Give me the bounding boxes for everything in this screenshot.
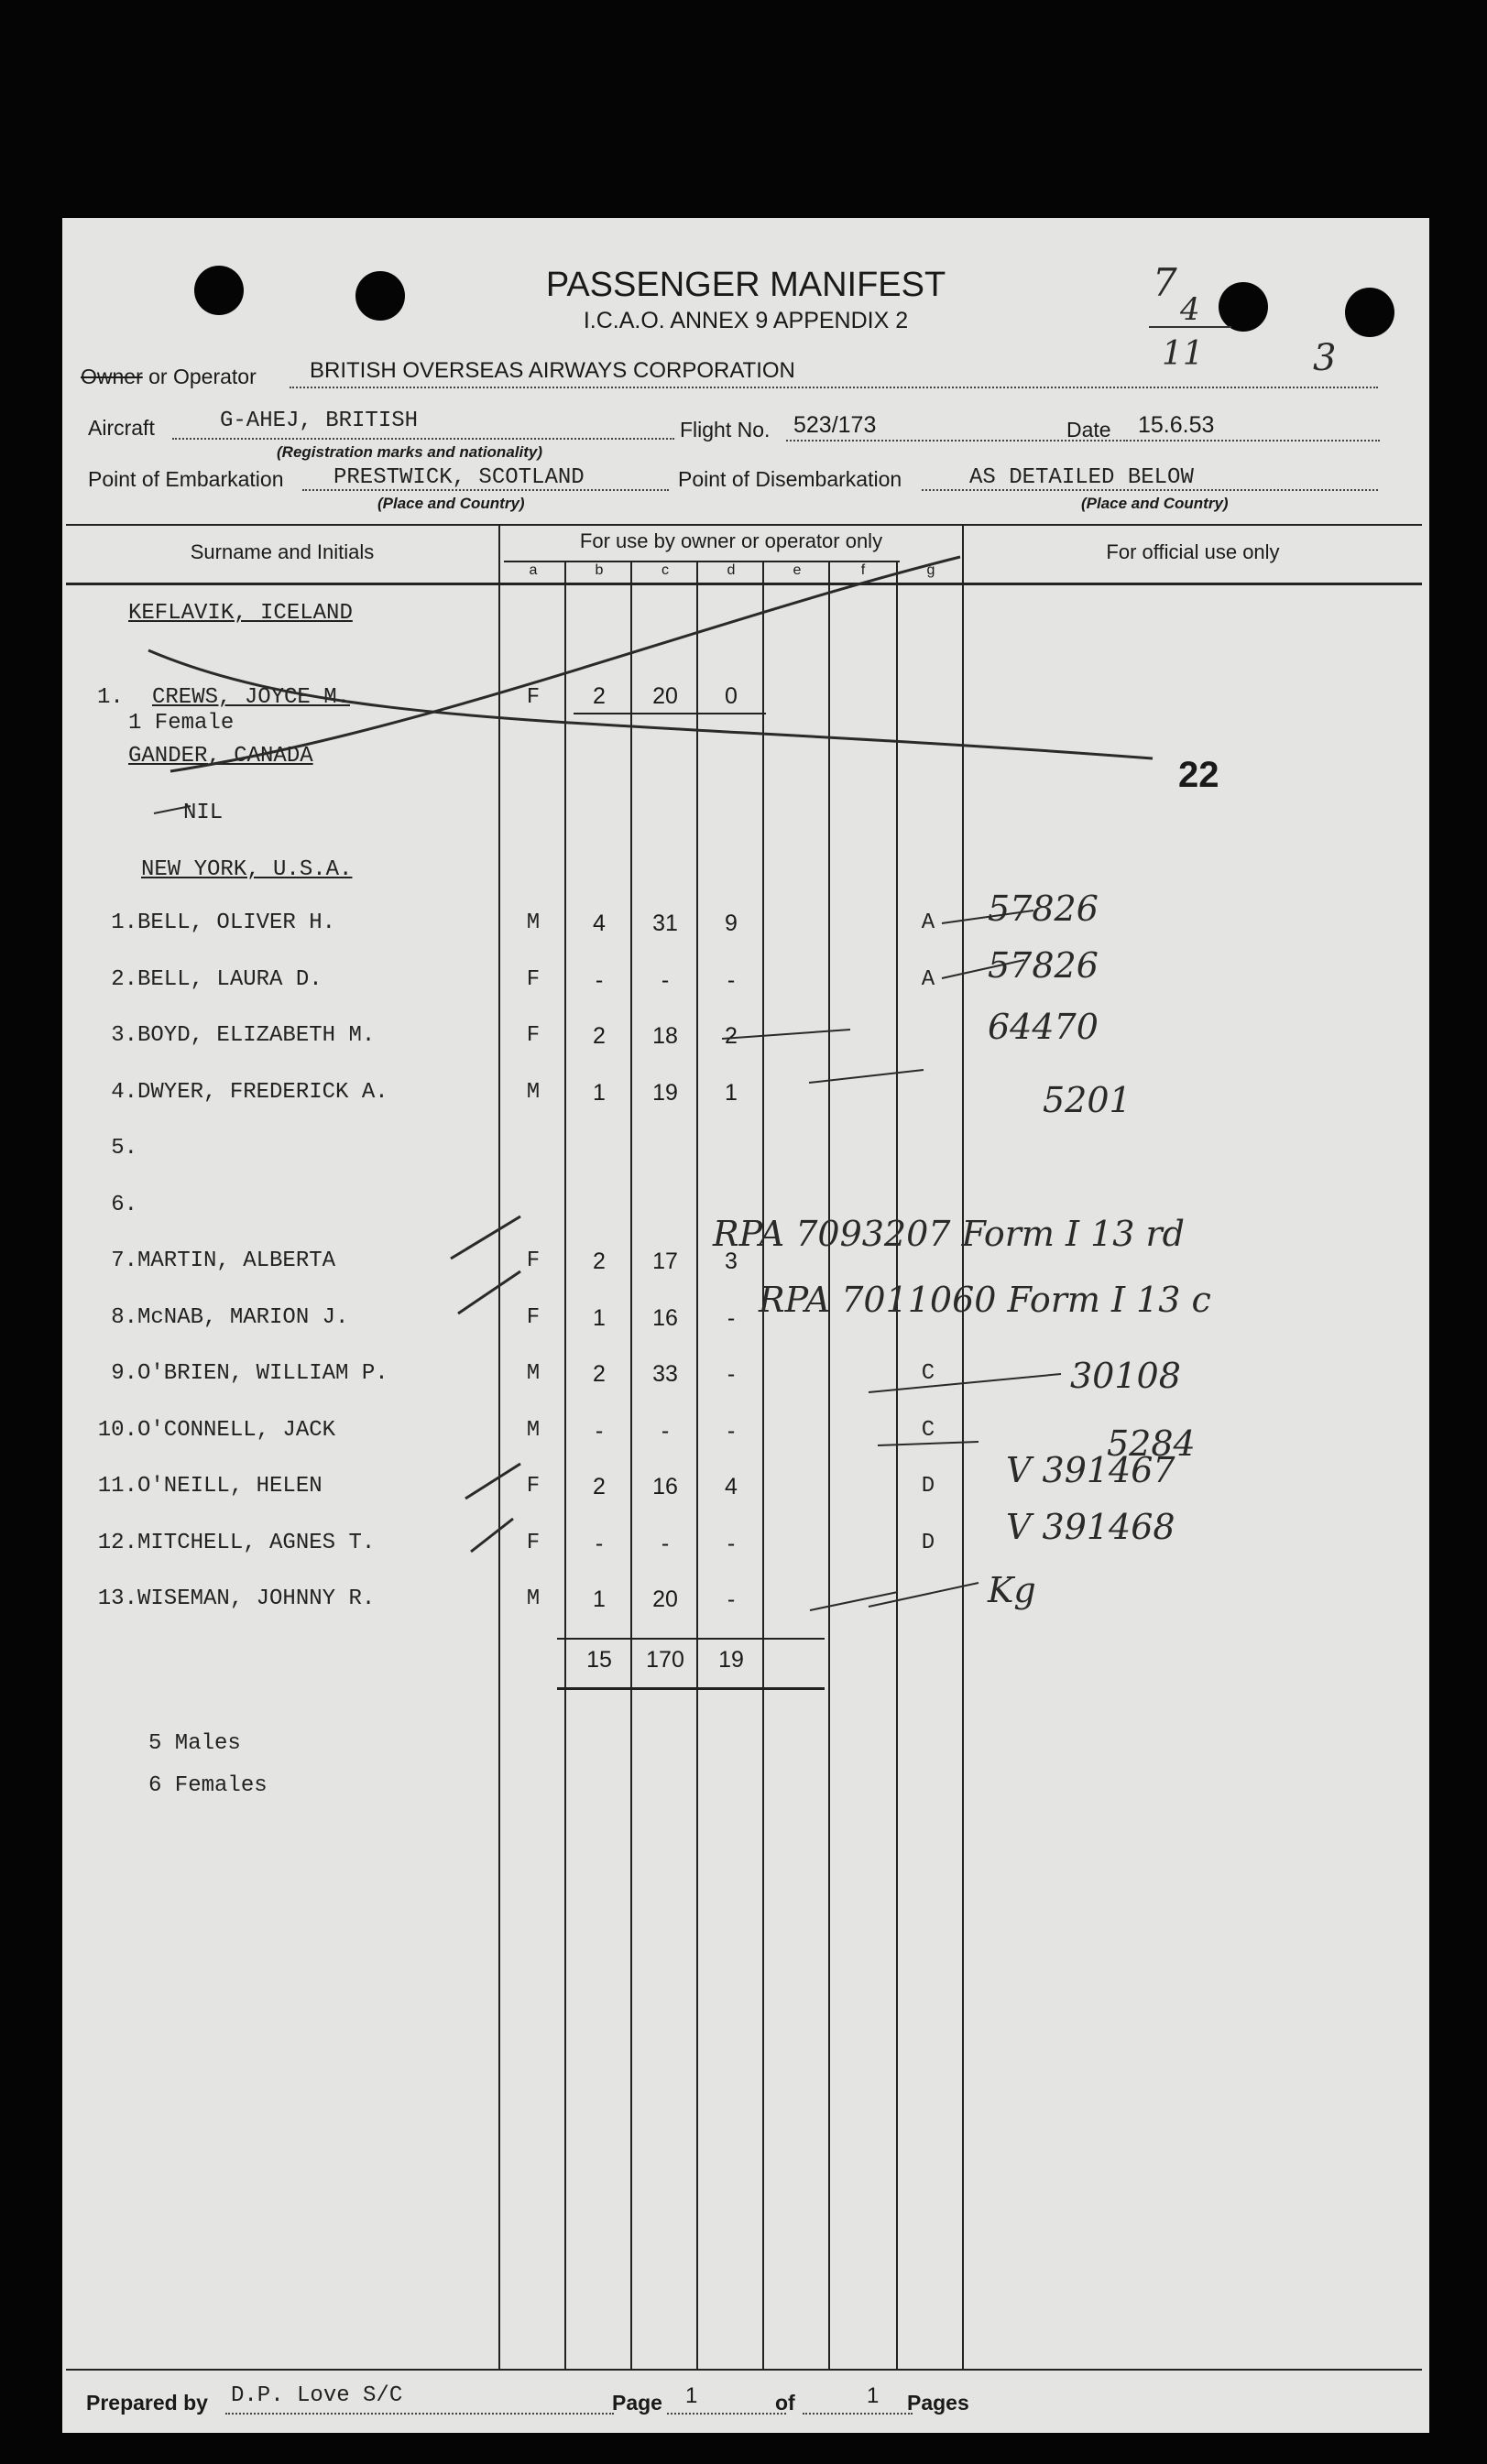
row-number: 8. xyxy=(111,1304,137,1330)
aircraft-note: (Registration marks and nationality) xyxy=(277,443,542,461)
sub-col-e: e xyxy=(793,562,802,578)
prepared-by-value: D.P. Love S/C xyxy=(231,2383,403,2408)
col-d-cell: - xyxy=(727,1361,736,1387)
col-c-cell: 33 xyxy=(652,1361,678,1387)
row-number: 5. xyxy=(111,1136,137,1161)
col-d-cell: - xyxy=(727,1417,736,1444)
col-c-cell: 16 xyxy=(652,1474,678,1499)
gander-nil: NIL xyxy=(183,801,224,825)
col-b-cell: 2 xyxy=(593,1361,606,1387)
corner-mark-top: 7 xyxy=(1153,260,1177,305)
row-number: 2. xyxy=(111,966,137,992)
col-b-cell: - xyxy=(595,1530,604,1556)
embarkation-note: (Place and Country) xyxy=(377,495,525,512)
col-c-cell: - xyxy=(661,1417,670,1444)
official-annotation: 57826 xyxy=(988,889,1099,929)
passenger-name: O'BRIEN, WILLIAM P. xyxy=(137,1361,388,1386)
col-b-cell: 1 xyxy=(593,1079,606,1106)
disembarkation-value: AS DETAILED BELOW xyxy=(969,465,1194,490)
disembarkation-label: Point of Disembarkation xyxy=(678,467,902,491)
col-c-cell: - xyxy=(661,1530,670,1556)
row-number: 1. xyxy=(111,910,137,935)
keflavik-row-d: 0 xyxy=(725,683,738,709)
col-d-cell: 9 xyxy=(725,910,738,936)
tick-rows-10-13 xyxy=(869,1442,979,1607)
total-d: 19 xyxy=(718,1647,744,1673)
col-c-cell: 16 xyxy=(652,1304,678,1331)
sex-cell: F xyxy=(526,1474,541,1499)
row-number: 9. xyxy=(111,1361,137,1386)
total-c: 170 xyxy=(646,1647,684,1673)
row-number: 11. xyxy=(97,1474,137,1499)
passenger-name: MITCHELL, AGNES T. xyxy=(137,1530,376,1555)
row-number: 4. xyxy=(111,1079,137,1105)
embarkation-label: Point of Embarkation xyxy=(88,467,284,491)
operator-label: or Operator xyxy=(148,365,257,388)
sub-col-d: d xyxy=(727,562,736,578)
corner-mark-mid: 4 xyxy=(1180,291,1200,328)
row-number: 7. xyxy=(111,1248,137,1273)
date-value: 15.6.53 xyxy=(1138,412,1215,438)
keflavik-row-b: 2 xyxy=(593,683,606,709)
col-g-cell: D xyxy=(921,1474,935,1499)
sex-cell: M xyxy=(526,1417,541,1443)
official-annotation: RPA 7011060 Form I 13 c xyxy=(759,1279,1211,1320)
manifest-sheet xyxy=(62,218,1429,2433)
col-c-cell: 18 xyxy=(652,1023,678,1049)
passenger-name: O'CONNELL, JACK xyxy=(137,1417,336,1443)
owner-label-struck: Owner xyxy=(81,365,143,388)
col-b-cell: 4 xyxy=(593,910,606,936)
col-header-owner-use: For use by owner or operator only xyxy=(579,529,883,552)
row-number: 10. xyxy=(97,1417,137,1443)
row-number: 13. xyxy=(97,1586,137,1611)
sub-col-c: c xyxy=(661,562,669,578)
flight-value: 523/173 xyxy=(793,412,877,438)
col-c-cell: 19 xyxy=(652,1079,678,1106)
keflavik-row-no: 1. xyxy=(97,685,124,710)
col-g-cell: C xyxy=(921,1417,935,1443)
keflavik-row-c: 20 xyxy=(652,683,678,709)
sex-cell: F xyxy=(526,1248,541,1273)
corner-mark-low: 11 xyxy=(1162,335,1204,373)
prepared-by-label: Prepared by xyxy=(86,2391,208,2415)
page-subtitle: I.C.A.O. ANNEX 9 APPENDIX 2 xyxy=(583,308,909,333)
page-label: Page xyxy=(612,2391,662,2415)
section-new-york: NEW YORK, U.S.A. xyxy=(141,857,353,882)
tick-row-1 xyxy=(942,910,1033,923)
pages-label: Pages xyxy=(907,2391,969,2415)
col-d-cell: - xyxy=(727,1530,736,1556)
col-g-cell: A xyxy=(921,910,935,935)
col-g-cell: C xyxy=(921,1361,935,1386)
sub-col-b: b xyxy=(595,562,604,578)
official-annotation: 5201 xyxy=(1043,1079,1132,1120)
official-annotation: 57826 xyxy=(988,944,1099,986)
sex-cell: F xyxy=(526,1304,541,1330)
official-annotation: V 391467 xyxy=(1006,1450,1175,1490)
nil-dash xyxy=(154,806,191,813)
passenger-name: McNAB, MARION J. xyxy=(137,1304,349,1330)
aircraft-value: G-AHEJ, BRITISH xyxy=(220,409,419,433)
passenger-name: BOYD, ELIZABETH M. xyxy=(137,1023,376,1048)
col-b-cell: 2 xyxy=(593,1023,606,1049)
tick-row-9 xyxy=(810,1374,1061,1610)
col-d-cell: 4 xyxy=(725,1474,738,1499)
col-c-cell: - xyxy=(661,966,670,993)
total-b: 15 xyxy=(586,1647,612,1673)
col-g-cell: D xyxy=(921,1530,935,1555)
col-header-official-use: For official use only xyxy=(1106,540,1280,563)
page-count: 1 xyxy=(867,2383,880,2408)
page-title: PASSENGER MANIFEST xyxy=(545,266,946,304)
col-b-cell: 2 xyxy=(593,1248,606,1274)
col-c-cell: 20 xyxy=(652,1586,678,1612)
aircraft-label: Aircraft xyxy=(88,416,155,440)
tick-row-2 xyxy=(942,960,1024,978)
passenger-name: WISEMAN, JOHNNY R. xyxy=(137,1586,376,1611)
col-b-cell: 1 xyxy=(593,1586,606,1612)
pen-strokes xyxy=(62,218,1429,2433)
passenger-name: BELL, OLIVER H. xyxy=(137,910,336,935)
keflavik-row-name: CREWS, JOYCE M. xyxy=(152,685,351,710)
col-g-cell: A xyxy=(921,966,935,992)
official-annotation: 5284 xyxy=(1107,1423,1196,1464)
sex-cell: F xyxy=(526,1023,541,1048)
col-b-cell: - xyxy=(595,1417,604,1444)
sex-cell: M xyxy=(526,1361,541,1386)
col-d-cell: 1 xyxy=(725,1079,738,1106)
slash-rows-11-12 xyxy=(465,1464,520,1552)
operator-value: BRITISH OVERSEAS AIRWAYS CORPORATION xyxy=(310,358,795,383)
strikeout-curve xyxy=(148,650,1153,758)
row-number: 6. xyxy=(111,1192,137,1217)
sub-col-a: a xyxy=(529,562,538,578)
col-header-name: Surname and Initials xyxy=(190,540,375,563)
sub-col-g: g xyxy=(926,562,935,578)
sex-cell: M xyxy=(526,1079,541,1105)
passenger-name: MARTIN, ALBERTA xyxy=(137,1248,336,1273)
official-annotation: V 391468 xyxy=(1006,1506,1175,1547)
official-annotation: 30108 xyxy=(1070,1356,1181,1396)
col-d-cell: - xyxy=(727,966,736,993)
sex-cell: M xyxy=(526,910,541,935)
col-d-cell: 3 xyxy=(725,1248,738,1274)
keflavik-row-a: F xyxy=(526,685,541,710)
sex-cell: F xyxy=(526,1530,541,1555)
summary-males: 5 Males xyxy=(148,1731,241,1756)
sub-col-f: f xyxy=(860,562,866,578)
passenger-name: O'NEILL, HELEN xyxy=(137,1474,323,1499)
keflavik-note: 1 Female xyxy=(128,711,235,736)
embarkation-value: PRESTWICK, SCOTLAND xyxy=(333,465,585,490)
official-annotation: RPA 7093207 Form I 13 rd xyxy=(713,1214,1185,1254)
col-d-cell: 2 xyxy=(725,1023,738,1049)
tick-row-4 xyxy=(809,1070,924,1083)
sex-cell: M xyxy=(526,1586,541,1611)
col-b-cell: 1 xyxy=(593,1304,606,1331)
passenger-name: DWYER, FREDERICK A. xyxy=(137,1079,388,1105)
tick-row-3 xyxy=(722,1030,850,1039)
col-c-cell: 17 xyxy=(652,1248,678,1274)
summary-females: 6 Females xyxy=(148,1773,268,1798)
disembarkation-note: (Place and Country) xyxy=(1081,495,1229,512)
slash-rows-7-8 xyxy=(451,1216,520,1314)
col-b-cell: 2 xyxy=(593,1474,606,1499)
col-d-cell: - xyxy=(727,1586,736,1612)
row-number: 3. xyxy=(111,1023,137,1048)
col-b-cell: - xyxy=(595,966,604,993)
row-number: 12. xyxy=(97,1530,137,1555)
section-gander: GANDER, CANADA xyxy=(128,744,313,769)
col-d-cell: - xyxy=(727,1304,736,1331)
official-annotation: Kg xyxy=(988,1570,1036,1610)
flight-label: Flight No. xyxy=(680,418,771,442)
col-c-cell: 31 xyxy=(652,910,678,936)
page-number: 1 xyxy=(685,2383,698,2408)
date-label: Date xyxy=(1066,418,1111,442)
sex-cell: F xyxy=(526,966,541,992)
passenger-name: BELL, LAURA D. xyxy=(137,966,323,992)
official-annotation: 64470 xyxy=(988,1007,1099,1047)
of-label: of xyxy=(775,2391,795,2415)
corner-mark-right: 3 xyxy=(1313,337,1337,379)
section-keflavik: KEFLAVIK, ICELAND xyxy=(128,601,353,626)
official-count: 22 xyxy=(1178,755,1219,795)
